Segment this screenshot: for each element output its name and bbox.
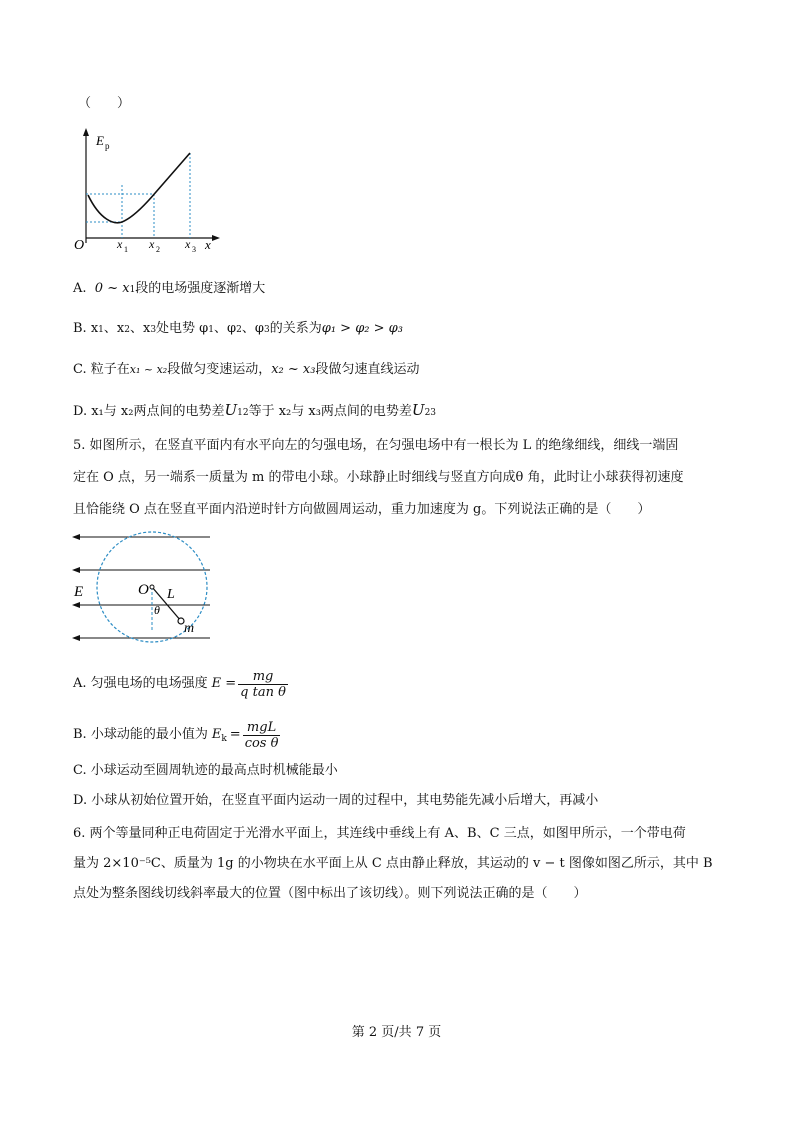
- q6-line3: 点处为整条图线切线斜率最大的位置（图中标出了该切线）。则下列说法正确的是（ ）: [73, 886, 587, 901]
- origin-label: O: [74, 238, 85, 253]
- q5-stem-line1: 5. 如图所示，在竖直平面内有水平向左的匀强电场，在匀强电场中有一根长为 L 的绝缘细线，细线一端固: [73, 438, 679, 453]
- svg-text:1: 1: [124, 245, 128, 254]
- q6-line2: 量为 2×10⁻⁵C、质量为 1g 的小物块在水平面上从 C 点由静止释放，其运动的 v − t 图像如图乙所示，其中 B: [73, 856, 713, 871]
- mass-label: m: [184, 621, 195, 636]
- answer-bracket: （ ）: [78, 96, 131, 111]
- q5-option-d: D. 小球从初始位置开始，在竖直平面内运动一周的过程中，其电势能先减小后增大，再减小: [73, 793, 599, 808]
- length-label: L: [167, 587, 175, 602]
- q5-option-a: A. 匀强电场的电场强度 E = $\frac{mg}{\text{q tan θ}}$: [73, 668, 286, 700]
- q4-option-d: D. x₁与 x₂两点间的电势差U12等于 x₂与 x₃两点间的电势差U23: [73, 401, 437, 419]
- q5-stem-line3: 且恰能绕 O 点在竖直平面内沿逆时针方向做圆周运动，重力加速度为 g。下列说法正确的是（ ）: [73, 502, 651, 517]
- q5-stem-line2: 定在 O 点，另一端系一质量为 m 的带电小球。小球静止时细线与竖直方向成θ 角，此时让小球获得初速度: [73, 470, 684, 485]
- tick-x2: x: [149, 237, 155, 251]
- tick-x3: x: [185, 237, 191, 251]
- page-footer: 第 2 页/共 7 页: [351, 1025, 442, 1040]
- tick-x1: x: [117, 237, 123, 251]
- q5-option-c: C. 小球运动至圆周轨迹的最高点时机械能最小: [73, 763, 338, 778]
- svg-text:p: p: [105, 141, 110, 151]
- y-axis-label: E: [96, 133, 104, 148]
- q6-line1: 6. 两个等量同种正电荷固定于光滑水平面上，其连线中垂线上有 A、B、C 三点，如图甲所示，一个带电荷: [73, 826, 686, 841]
- x-axis-label: x: [205, 237, 211, 252]
- q4-option-a: A. 0 ~ x1段的电场强度逐渐增大: [73, 281, 266, 296]
- q5-option-b: B. 小球动能的最小值为 E k = $\frac{\text{mgL}}{\text{cos θ}}$: [73, 719, 279, 751]
- ep-x-graph: [70, 125, 230, 255]
- q4-option-c: C. 粒子在x₁ ~ x₂段做匀变速运动，x₂ ~ x₃段做匀速直线运动: [73, 362, 420, 377]
- q4-option-b: B. x1、x2、x3处电势 φ1、φ2、φ3的关系为φ₁ > φ₂ > φ₃: [73, 321, 403, 336]
- field-label: E: [74, 584, 84, 600]
- angle-label: θ: [154, 603, 160, 617]
- field-circle-figure: [70, 528, 220, 648]
- ep-curve: [88, 153, 190, 223]
- svg-text:3: 3: [192, 245, 196, 254]
- pivot-label: O: [138, 582, 149, 598]
- svg-text:2: 2: [156, 245, 160, 254]
